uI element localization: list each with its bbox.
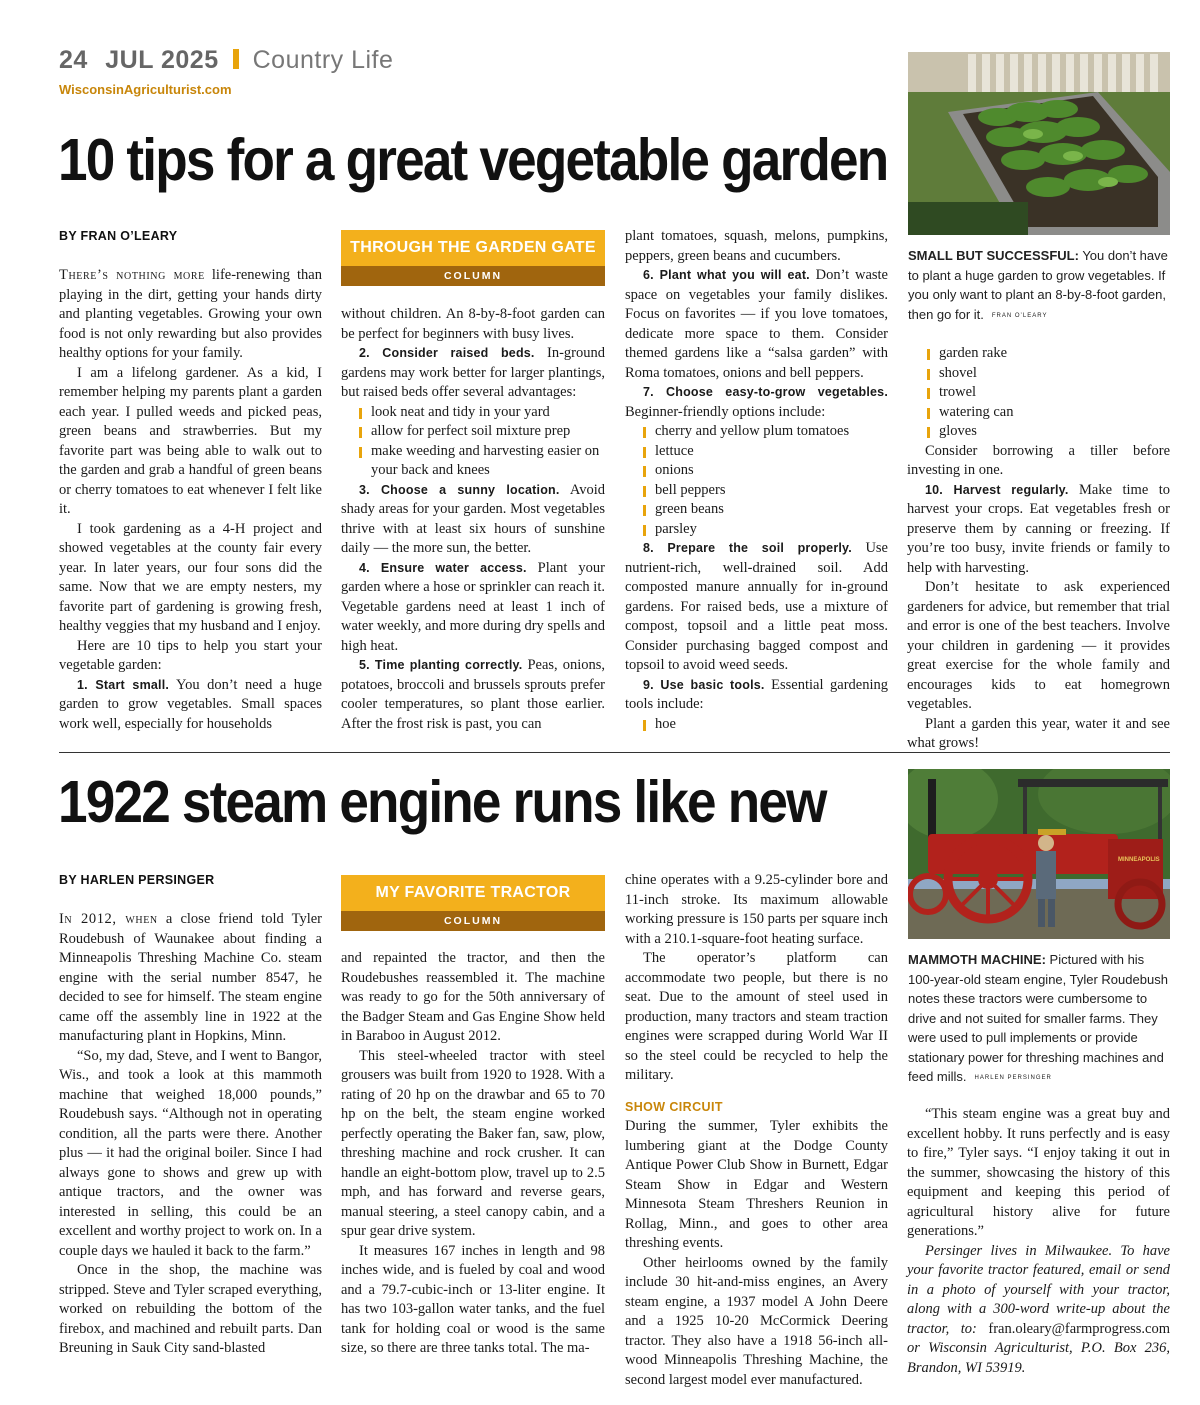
tip-heading: 8. Prepare the soil properly. xyxy=(643,541,852,555)
garden-photo-image xyxy=(908,52,1170,235)
paragraph xyxy=(59,910,322,1047)
tip-heading: 4. Ensure water access. xyxy=(359,560,527,575)
tip-paragraph xyxy=(625,266,888,383)
paragraph: Here are 10 tips to help you start your vegetable garden: xyxy=(59,637,322,673)
section-name: Country Life xyxy=(252,46,394,74)
paragraph xyxy=(59,266,322,364)
bullet-list xyxy=(907,344,1170,442)
paragraph: It measures 167 inches in length and 98 inches wide, and is fueled by coal and wood and a 79.7-cubic-inch or 13-liter engine. It has two 103-gallon water tanks, and the fuel tank for holding coal or wood is the same size, so there are three tanks total. The ma- xyxy=(341,1242,605,1356)
tip-paragraph xyxy=(59,676,322,735)
column-title: MY FAVORITE TRACTOR xyxy=(341,875,605,911)
paragraph: This steel-wheeled tractor with steel grousers was built from 1920 to 1928. With a rating of 20 hp on the drawbar and 65 to 70 hp on the belt, the steam engine worked perfectly operating the Baker fan, saw, plow, threshing machine and rock crusher. It can handle an eight-bottom plow, travel up to 2.5 mph, and has forward and reverse gears, manual steering, a steel canopy cabin, and a spur gear drive system. xyxy=(341,1047,605,1239)
website-link[interactable]: WisconsinAgriculturist.com xyxy=(59,82,232,97)
tip-paragraph xyxy=(625,383,888,422)
article2-column-banner xyxy=(341,875,605,931)
column-label: COLUMN xyxy=(341,911,605,931)
tip-heading: 5. Time planting correctly. xyxy=(359,658,523,672)
garden-photo xyxy=(908,52,1170,235)
tip-paragraph xyxy=(341,559,605,657)
tip-heading: 9. Use basic tools. xyxy=(643,677,765,692)
list-item: watering can xyxy=(927,403,1170,423)
list-item: garden rake xyxy=(927,344,1170,364)
list-item: cherry and yellow plum tomatoes xyxy=(643,422,888,442)
steam-engine-photo-caption xyxy=(908,950,1170,1089)
article1-column-banner xyxy=(341,230,605,286)
caption-text: You don’t have to plant a huge garden to grow vegetables. If you only want to plant an 8-by-8-foot garden, then go for it. xyxy=(908,248,1168,322)
list-item: green beans xyxy=(643,500,888,520)
paragraph: plant tomatoes, squash, melons, pumpkins, peppers, green beans and cucumbers. xyxy=(625,228,888,264)
tip-heading: 7. Choose easy-to-grow vegetables. xyxy=(643,385,888,399)
column-label: COLUMN xyxy=(341,266,605,286)
text: a close friend told Tyler Roudebush of Waunakee about finding a Minneapolis Threshing Machine Co. steam engine with the serial number 8547, he decided to see for himself. The steam engine came off the assembly line in 1922 at the manufacturing plant in Hopkins, Minn. xyxy=(59,911,322,1044)
text: In-ground gardens may work better for larger plantings, but raised beds offer several advantages: xyxy=(341,345,605,400)
list-item: gloves xyxy=(927,422,1170,442)
text: Beginner-friendly options include: xyxy=(625,403,826,420)
caption-heading: SMALL BUT SUCCESSFUL: xyxy=(908,248,1079,263)
issue-date: JUL 2025 xyxy=(105,46,219,74)
tip-heading: 2. Consider raised beds. xyxy=(359,346,535,360)
list-item: hoe xyxy=(643,715,888,735)
article2-headline: 1922 steam engine runs like new xyxy=(58,769,826,835)
article2-column-2 xyxy=(341,949,605,1359)
list-item: make weeding and harvesting easier on your back and knees xyxy=(359,442,605,481)
text: Avoid shady areas for your garden. Most vegetables thrive with at least six hours of sunshine daily — the more sun, the better. xyxy=(341,481,606,556)
article-divider xyxy=(59,752,1170,753)
column-title: THROUGH THE GARDEN GATE xyxy=(341,230,605,266)
article1-column-4 xyxy=(907,344,1170,754)
tip-paragraph xyxy=(341,656,605,734)
bullet-list xyxy=(341,403,605,481)
paragraph: I took gardening as a 4-H project and showed vegetables at the county fair every year. In later years, our four sons did the same. Now that we are empty nesters, my favorite part of gardening is growing fresh, healthy veggies that my husband and I enjoy. xyxy=(59,520,322,634)
bullet-list xyxy=(625,715,888,735)
paragraph: “So, my dad, Steve, and I went to Bangor, Wis., and took a look at this mammoth machine that weighed 18,000 pounds,” Roudebush says. “Although not in operating condition, all the parts were there. Another plus — it had the original boiler. Since I had always gone to shows and grew up with antique tractors, and the owner was interested in selling, this could be an excellent and worthy project to work on. In a couple days we hauled it back to the farm.” xyxy=(59,1047,322,1259)
page-number: 24 xyxy=(59,46,88,74)
author-note xyxy=(907,1242,1170,1379)
lead-in: In 2012, when xyxy=(59,911,158,927)
article2-byline: BY HARLEN PERSINGER xyxy=(59,873,215,887)
list-item: shovel xyxy=(927,364,1170,384)
article1-column-3 xyxy=(625,227,888,734)
steam-engine-photo xyxy=(908,769,1170,939)
lead-in: There’s nothing more xyxy=(59,267,205,283)
note-address: or Wisconsin Agriculturist, P.O. Box 236, Brandon, WI 53919. xyxy=(907,1340,1170,1376)
tip-heading: 3. Choose a sunny location. xyxy=(359,482,560,497)
steam-engine-photo-image xyxy=(908,769,1170,939)
note-text: Persinger lives in Milwaukee. To have your favorite tractor featured, email or send in a photo of yourself with your tractor, along with a 300-word write-up about the tractor, to: xyxy=(907,1242,1170,1337)
page-folio xyxy=(59,46,393,75)
bullet-list xyxy=(625,422,888,539)
tip-paragraph xyxy=(341,481,605,559)
text: Don’t waste space on vegetables your family dislikes. Focus on favorites — if you love tomatoes, dedicate more space to them. Consider themed gardens like a “salsa garden” with Roma tomatoes, onions and bell peppers. xyxy=(625,267,888,381)
tip-heading: 10. Harvest regularly. xyxy=(925,482,1069,497)
article1-headline: 10 tips for a great vegetable garden xyxy=(58,127,888,193)
paragraph: Consider borrowing a tiller before investing in one. xyxy=(907,442,1170,478)
paragraph: without children. An 8-by-8-foot garden can be perfect for beginners with busy lives. xyxy=(341,306,605,342)
tip-heading: 1. Start small. xyxy=(77,677,170,692)
paragraph: During the summer, Tyler exhibits the lumbering giant at the Dodge County Antique Power Club Show in Burnett, Edgar Steam Show in Edgar and Western Minnesota Steam Threshers Reunion in Rollag, Minn., and goes to other area threshing events. xyxy=(625,1118,888,1251)
list-item: allow for perfect soil mixture prep xyxy=(359,422,605,442)
article1-column-1 xyxy=(59,266,322,734)
text: Plant your garden where a hose or sprinkler can reach it. Vegetable gardens need at least 1 inch of water weekly, and more during dry spells and high heat. xyxy=(341,559,606,654)
article2-column-1 xyxy=(59,910,322,1359)
tip-heading: 6. Plant what you will eat. xyxy=(643,268,810,282)
text: life-renewing than playing in the dirt, getting your hands dirty and planting vegetables. Growing your own food is not only rewarding but also provides healthy options for your family. xyxy=(59,267,322,361)
article2-column-3 xyxy=(625,871,888,1390)
email-link[interactable]: fran.oleary@farmprogress.com xyxy=(976,1320,1171,1337)
list-item: lettuce xyxy=(643,442,888,462)
list-item: parsley xyxy=(643,520,888,540)
tip-paragraph xyxy=(341,344,605,403)
text: Make time to harvest your crops. Eat vegetables fresh or preserve them by canning or freezing. If you’re too busy, invite friends or family to help with harvesting. xyxy=(907,481,1170,576)
caption-text: Pictured with his 100-year-old steam engine, Tyler Roudebush notes these tractors were cumbersome to drive and not suited for smaller farms. They were used to pull implements or provide stationary power for threshing machines and feed mills. xyxy=(908,952,1168,1084)
paragraph: chine operates with a 9.25-cylinder bore and 11-inch stroke. Its maximum allowable working pressure is 150 parts per square inch with a 210.1-square-foot heating surface. xyxy=(625,872,888,947)
paragraph: The operator’s platform can accommodate two people, but there is no seat. Due to the amount of steel used in production, many tractors and steam traction engines were scrapped during World War II so the steel could be recycled to help the military. xyxy=(625,950,888,1083)
photo-credit: FRAN O’LEARY xyxy=(991,312,1048,319)
paragraph: Other heirlooms owned by the family include 30 hit-and-miss engines, an Avery steam engine, a 1937 model A John Deere and a 1925 10-20 McCormick Deering tractor. They also have a 1918 56-inch all-wood Minneapolis Threshing Machine, the second largest model ever manufactured. xyxy=(625,1254,888,1388)
article1-column-2 xyxy=(341,305,605,734)
engine-lettering: MINNEAPOLIS xyxy=(1118,857,1160,863)
section-subhead: SHOW CIRCUIT xyxy=(625,1099,723,1114)
caption-heading: MAMMOTH MACHINE: xyxy=(908,952,1046,967)
tip-paragraph xyxy=(625,676,888,715)
article2-column-4 xyxy=(907,1105,1170,1378)
paragraph: Once in the shop, the machine was stripped. Steve and Tyler scraped everything, worked on rebuilding the bottom of the firebox, and machined and rebuilt parts. Dan Breuning in Sauk City sand-blasted xyxy=(59,1262,322,1356)
list-item: trowel xyxy=(927,383,1170,403)
paragraph: Don’t hesitate to ask experienced gardeners for advice, but remember that trial and error is one of the best teachers. Involve your children in gardening — it provides great exercise for the whole family and encourages kids to eat homegrown vegetables. xyxy=(907,579,1170,712)
photo-credit: HARLEN PERSINGER xyxy=(974,1075,1052,1081)
text: You don’t need a huge garden to grow vegetables. Small spaces work well, especially for households xyxy=(59,676,322,732)
list-item: look neat and tidy in your yard xyxy=(359,403,605,423)
paragraph: and repainted the tractor, and then the Roudebushes reassembled it. The machine was ready to go for the 50th anniversary of the Badger Steam and Gas Engine Show held in Baraboo in August 2012. xyxy=(341,950,605,1044)
article1-byline: BY FRAN O’LEARY xyxy=(59,229,178,243)
text: Peas, onions, potatoes, broccoli and brussels sprouts prefer cooler temperatures, so plant those earlier. After the frost risk is past, you can xyxy=(341,657,605,732)
list-item: onions xyxy=(643,461,888,481)
paragraph: Plant a garden this year, water it and see what grows! xyxy=(907,715,1170,751)
text: Use nutrient-rich, well-drained soil. Add composted manure annually for in-ground gardens. For raised beds, use a mixture of compost, topsoil and a little peat moss. Consider purchasing bagged compost and topsoil to avoid weed seeds. xyxy=(625,540,888,673)
folio-divider xyxy=(233,49,239,69)
tip-paragraph xyxy=(907,481,1170,579)
tip-paragraph xyxy=(625,539,888,676)
garden-photo-caption xyxy=(908,246,1170,326)
text: Essential gardening tools include: xyxy=(625,676,888,712)
paragraph: “This steam engine was a great buy and excellent hobby. It runs perfectly and is easy to fire,” Tyler says. “I enjoy taking it out in the summer, showcasing the history of this equipment and keeping this period of agricultural history alive for future generations.” xyxy=(907,1106,1170,1239)
list-item: bell peppers xyxy=(643,481,888,501)
paragraph: I am a lifelong gardener. As a kid, I remember helping my parents plant a garden each year. I pulled weeds and picked peas, green beans and strawberries. But my favorite part was being able to walk out to the garden and grab a handful of green beans or cherry tomatoes to eat whenever I felt like it. xyxy=(59,364,322,517)
